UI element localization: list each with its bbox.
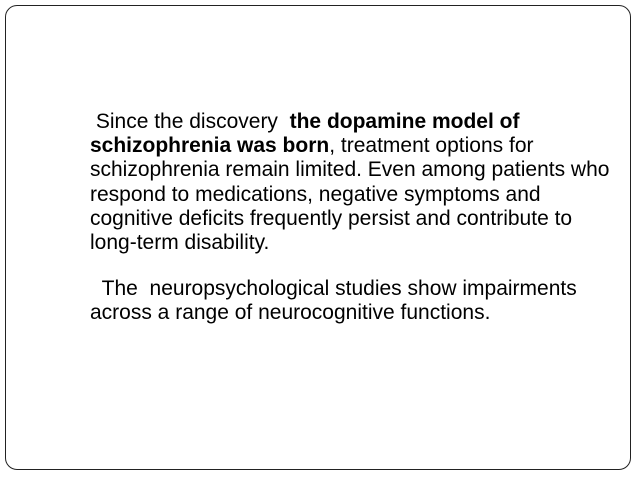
paragraph-dopamine-model <box>90 110 616 255</box>
paragraph-2-text: The neuropsychological studies show impairments across a range of neurocognitive functions. <box>90 277 583 325</box>
paragraph-1-emphasis: the dopamine model of schizophrenia was born <box>90 110 526 158</box>
slide-body <box>90 110 616 326</box>
paragraph-1-lead: Since the discovery <box>90 110 290 133</box>
slide-frame <box>5 5 631 470</box>
paragraph-1-rest: , treatment options for schizophrenia remain limited. Even among patients who respond to medications, negative symptoms and cognitive deficits frequently persist and contribute to long-term disability. <box>90 134 616 255</box>
paragraph-neuropsychological-studies <box>90 277 610 325</box>
